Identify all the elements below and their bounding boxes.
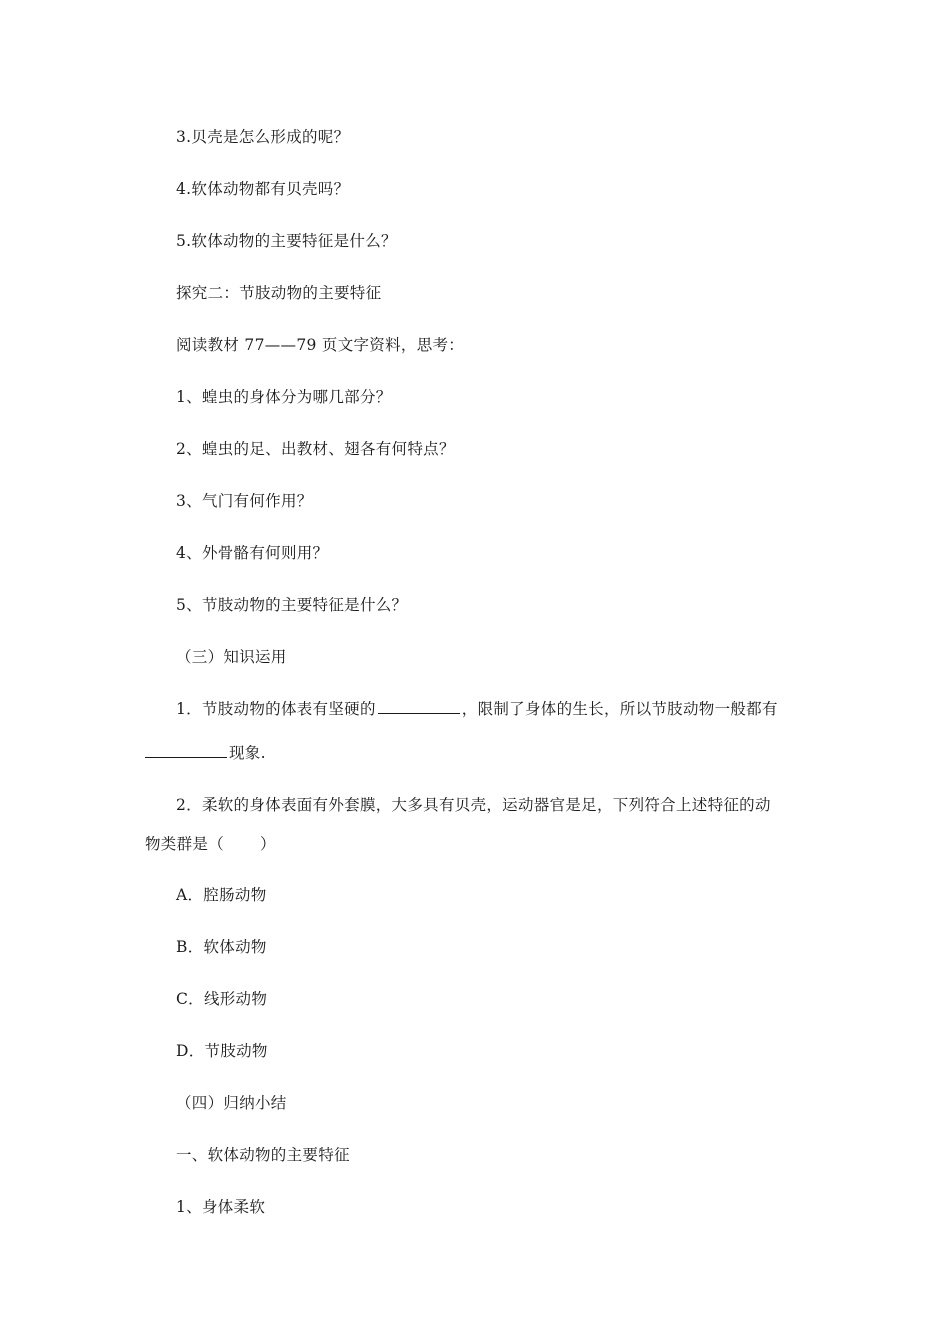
- exercise-1-text-b: ，限制了身体的生长，所以节肢动物一般都有: [461, 700, 778, 718]
- exercise-2-text-a: 物类群是（: [145, 835, 225, 853]
- option-b: B．软体动物: [176, 938, 267, 956]
- section-heading: 探究二：节肢动物的主要特征: [176, 284, 382, 302]
- question-line: 3.贝壳是怎么形成的呢？: [176, 128, 350, 146]
- exercise-1-text-a: 1．节肢动物的体表有坚硬的: [176, 700, 376, 718]
- question-line: 5.软体动物的主要特征是什么？: [176, 232, 397, 250]
- fill-blank: [378, 699, 460, 714]
- question-line: 4、外骨骼有何则用？: [176, 544, 329, 562]
- instruction-line: 阅读教材 77——79 页文字资料，思考：: [176, 336, 465, 354]
- question-line: 1、蝗虫的身体分为哪几部分？: [176, 388, 392, 406]
- option-d: D．节肢动物: [176, 1042, 268, 1060]
- exercise-2-line-2: [145, 834, 276, 854]
- exercise-2-line-1: 2．柔软的身体表面有外套膜，大多具有贝壳，运动器官是足，下列符合上述特征的动: [176, 796, 771, 814]
- section-heading: （三）知识运用: [176, 648, 287, 666]
- exercise-2-text-b: ）: [260, 835, 276, 853]
- summary-heading: 一、软体动物的主要特征: [176, 1146, 350, 1164]
- option-c: C．线形动物: [176, 990, 268, 1008]
- question-line: 5、节肢动物的主要特征是什么？: [176, 596, 408, 614]
- question-line: 2、蝗虫的足、出教材、翅各有何特点？: [176, 440, 455, 458]
- question-line: 4.软体动物都有贝壳吗？: [176, 180, 350, 198]
- option-a: A．腔肠动物: [176, 886, 267, 904]
- exercise-1-line-2: [145, 743, 266, 763]
- summary-item: 1、身体柔软: [176, 1198, 266, 1216]
- exercise-1-text-c: 现象.: [229, 744, 266, 762]
- question-line: 3、气门有何作用？: [176, 492, 313, 510]
- section-heading: （四）归纳小结: [176, 1094, 287, 1112]
- fill-blank: [145, 743, 227, 758]
- exercise-1-line-1: [176, 699, 778, 719]
